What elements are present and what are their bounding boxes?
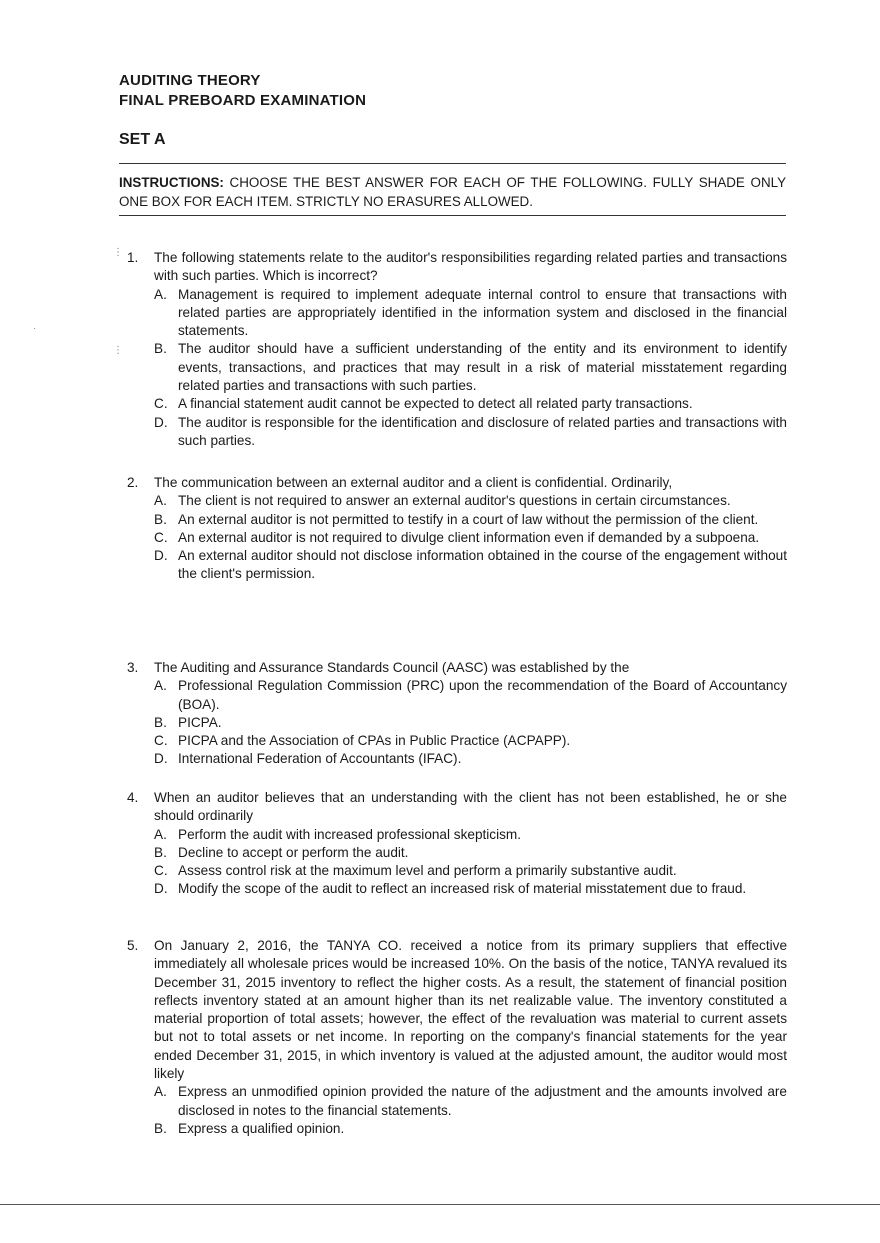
option-text: Decline to accept or perform the audit.	[178, 844, 409, 860]
option-b[interactable]	[154, 340, 787, 395]
option-a[interactable]	[154, 492, 787, 510]
option-b[interactable]	[154, 844, 787, 862]
question-text: When an auditor believes that an understanding with the client has not been established, he or she should ordinarily	[154, 790, 787, 824]
option-letter: B.	[154, 714, 167, 730]
option-text: Professional Regulation Commission (PRC) upon the recommendation of the Board of Accountancy (BOA).	[178, 678, 787, 712]
option-text: An external auditor is not required to divulge client information even if demanded by a subpoena.	[178, 529, 760, 545]
option-text: Assess control risk at the maximum level and perform a primarily substantive audit.	[178, 863, 677, 879]
option-text: PICPA.	[178, 714, 222, 730]
top-divider	[119, 163, 786, 164]
question-number: 4.	[127, 790, 139, 805]
page-footer-rule	[0, 1204, 880, 1205]
option-text: The auditor is responsible for the identification and disclosure of related parties and transactions with such parties.	[178, 414, 787, 448]
exam-title: FINAL PREBOARD EXAMINATION	[119, 92, 367, 109]
option-d[interactable]	[154, 547, 787, 584]
option-d[interactable]	[154, 750, 787, 768]
option-text: The auditor should have a sufficient understanding of the entity and its environment to identify events, transactions, and practices that may result in a risk of material misstatement regarding related parties and transactions with such parties.	[178, 341, 787, 394]
option-letter: D.	[154, 414, 168, 430]
option-letter: D.	[154, 751, 168, 767]
question-5	[127, 937, 787, 1138]
instructions-label: INSTRUCTIONS:	[119, 175, 224, 190]
option-b[interactable]	[154, 1120, 787, 1138]
option-text: Express a qualified opinion.	[178, 1120, 345, 1136]
scan-mark: ⋮	[113, 247, 123, 258]
option-d[interactable]	[154, 880, 787, 898]
option-letter: B.	[154, 844, 167, 860]
scan-mark: ·	[33, 323, 37, 334]
option-letter: D.	[154, 548, 168, 564]
option-b[interactable]	[154, 714, 787, 732]
question-text: The following statements relate to the auditor's responsibilities regarding related parties and transactions with such parties. Which is incorrect?	[154, 250, 787, 284]
option-text: An external auditor is not permitted to testify in a court of law without the permission of the client.	[178, 511, 759, 527]
option-text: An external auditor should not disclose information obtained in the course of the engagement without the client's permission.	[178, 548, 787, 582]
option-c[interactable]	[154, 395, 787, 413]
option-letter: B.	[154, 1120, 167, 1136]
scan-mark: ⋮	[113, 345, 123, 356]
option-c[interactable]	[154, 529, 787, 547]
question-1	[127, 249, 787, 450]
question-number: 5.	[127, 938, 139, 953]
question-4	[127, 789, 787, 899]
bottom-divider	[119, 215, 786, 216]
option-b[interactable]	[154, 511, 787, 529]
option-c[interactable]	[154, 732, 787, 750]
question-3	[127, 659, 787, 769]
option-text: PICPA and the Association of CPAs in Public Practice (ACPAPP).	[178, 733, 571, 749]
option-letter: A.	[154, 286, 167, 302]
option-letter: A.	[154, 826, 167, 842]
option-letter: A.	[154, 678, 167, 694]
instructions-text: CHOOSE THE BEST ANSWER FOR EACH OF THE FOLLOWING. FULLY SHADE ONLY ONE BOX FOR EACH ITEM. STRICTLY NO ERASURES ALLOWED.	[119, 175, 786, 209]
option-letter: C.	[154, 396, 168, 412]
option-text: The client is not required to answer an external auditor's questions in certain circumstances.	[178, 493, 731, 509]
option-letter: C.	[154, 863, 168, 879]
instructions	[119, 173, 786, 211]
set-label: SET A	[119, 131, 166, 148]
option-letter: A.	[154, 1084, 167, 1100]
option-text: International Federation of Accountants (IFAC).	[178, 751, 462, 767]
option-a[interactable]	[154, 1083, 787, 1120]
option-d[interactable]	[154, 414, 787, 451]
question-text: On January 2, 2016, the TANYA CO. received a notice from its primary suppliers that effective immediately all wholesale prices would be increased 10%. On the basis of the notice, TANYA revalued its December 31, 2015 inventory to reflect the higher costs. As a result, the statement of financial position reflects inventory stated at an amount higher than its net realizable value. The inventory constituted a material proportion of total assets; however, the effect of the revaluation was material to current assets but not to total assets or net income. In reporting on the company's financial statements for the year ended December 31, 2015, in which inventory is valued at the adjusted amount, the auditor would most likely	[154, 938, 787, 1082]
question-2	[127, 474, 787, 584]
option-letter: C.	[154, 733, 168, 749]
option-a[interactable]	[154, 677, 787, 714]
option-text: Perform the audit with increased professional skepticism.	[178, 826, 522, 842]
option-letter: B.	[154, 341, 167, 357]
question-text: The Auditing and Assurance Standards Council (AASC) was established by the	[154, 660, 630, 675]
subject-title: AUDITING THEORY	[119, 72, 261, 89]
question-number: 3.	[127, 660, 139, 675]
option-letter: A.	[154, 493, 167, 509]
option-c[interactable]	[154, 862, 787, 880]
option-letter: C.	[154, 529, 168, 545]
option-a[interactable]	[154, 286, 787, 341]
option-a[interactable]	[154, 826, 787, 844]
option-text: A financial statement audit cannot be expected to detect all related party transactions.	[178, 396, 693, 412]
option-text: Management is required to implement adequate internal control to ensure that transactions with related parties are appropriately identified in the information system and disclosed in the financial statements.	[178, 286, 787, 339]
option-letter: B.	[154, 511, 167, 527]
question-number: 1.	[127, 250, 139, 265]
option-text: Modify the scope of the audit to reflect an increased risk of material misstatement due to fraud.	[178, 881, 747, 897]
question-number: 2.	[127, 475, 139, 490]
option-letter: D.	[154, 881, 168, 897]
exam-header	[119, 71, 366, 111]
question-text: The communication between an external auditor and a client is confidential. Ordinarily,	[154, 475, 673, 490]
option-text: Express an unmodified opinion provided the nature of the adjustment and the amounts involved are disclosed in notes to the financial statements.	[178, 1084, 787, 1118]
